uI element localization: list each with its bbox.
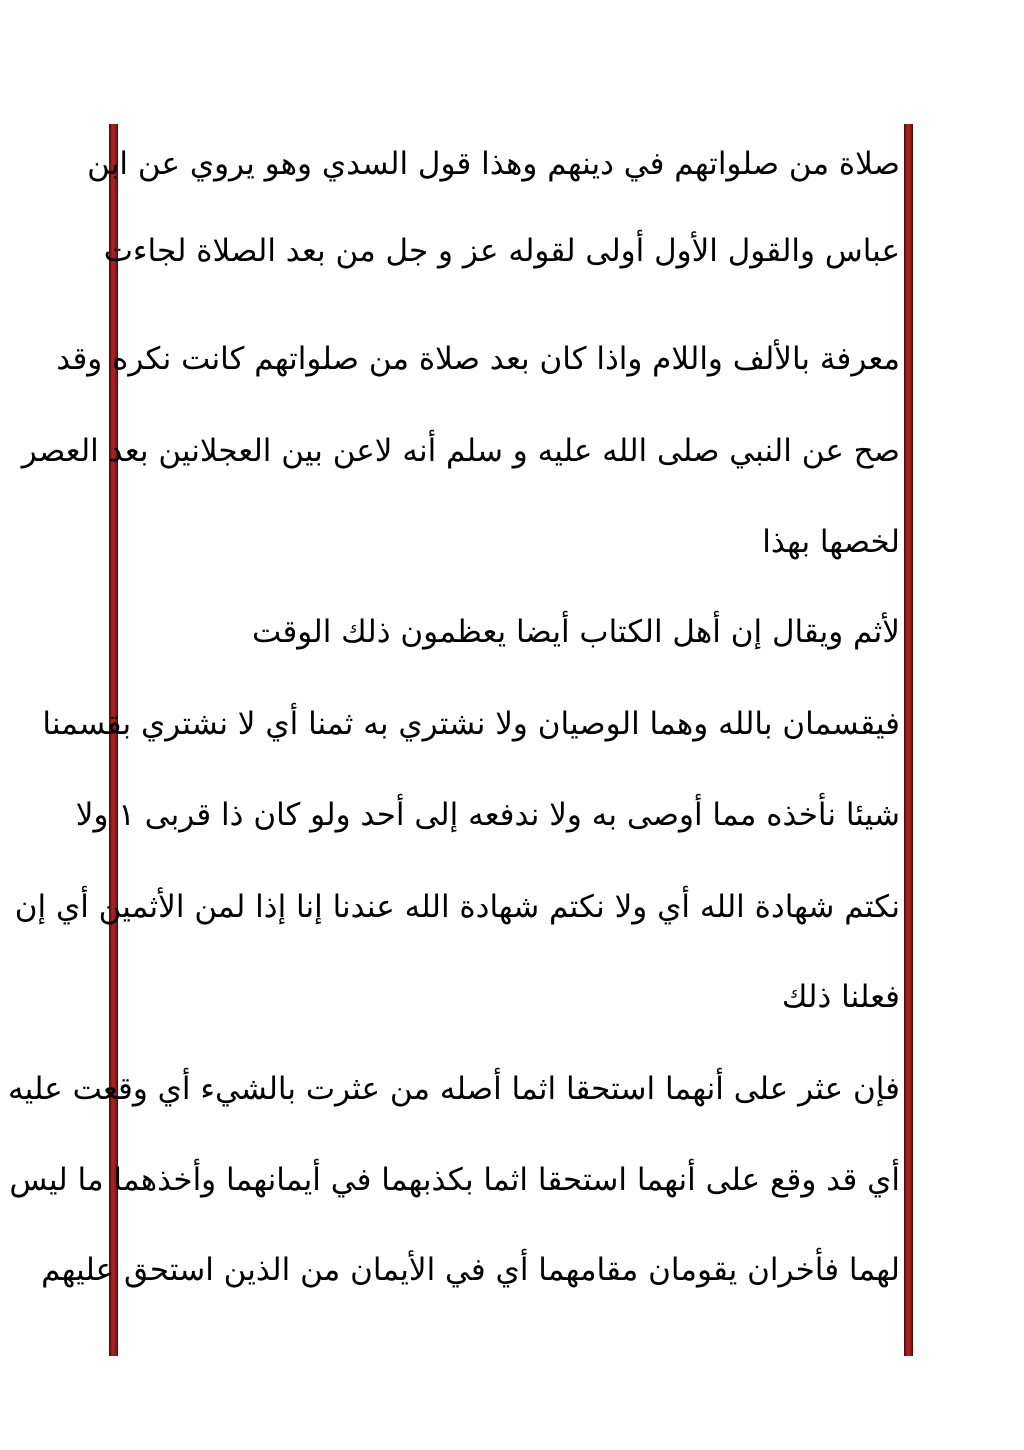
text-line-6: لأثم ويقال إن أهل الكتاب أيضا يعظمون ذلك الوقت <box>252 614 900 650</box>
text-line-5: لخصها بهذا <box>762 524 900 560</box>
text-line-4: صح عن النبي صلى الله عليه و سلم أنه لاعن بين العجلانين بعد العصر <box>21 433 900 469</box>
text-line-13: لهما فأخران يقومان مقامهما أي في الأيمان من الذين استحق عليهم <box>41 1252 900 1288</box>
text-line-11: فإن عثر على أنهما استحقا اثما أصله من عثرت بالشيء أي وقعت عليه <box>8 1071 900 1107</box>
text-line-10: فعلنا ذلك <box>781 979 900 1015</box>
text-line-9: نكتم شهادة الله أي ولا نكتم شهادة الله عندنا إنا إذا لمن الأثمين أي إن <box>14 889 900 925</box>
text-line-2: عباس والقول الأول أولى لقوله عز و جل من بعد الصلاة لجاءت <box>103 233 900 269</box>
text-body <box>8 124 904 1356</box>
text-line-8: شيئا نأخذه مما أوصى به ولا ندفعه إلى أحد ولو كان ذا قربى ١ ولا <box>75 797 900 833</box>
text-line-7: فيقسمان بالله وهما الوصيان ولا نشتري به ثمنا أي لا نشتري بقسمنا <box>42 706 900 742</box>
text-line-12: أي قد وقع على أنهما استحقا اثما بكذبهما في أيمانهما وأخذهما ما ليس <box>9 1162 900 1198</box>
right-border-rule <box>904 124 913 1356</box>
text-line-1: صلاة من صلواتهم في دينهم وهذا قول السدي وهو يروي عن ابن <box>87 146 900 182</box>
text-line-3: معرفة بالألف واللام واذا كان بعد صلاة من صلواتهم كانت نكره وقد <box>56 341 900 377</box>
